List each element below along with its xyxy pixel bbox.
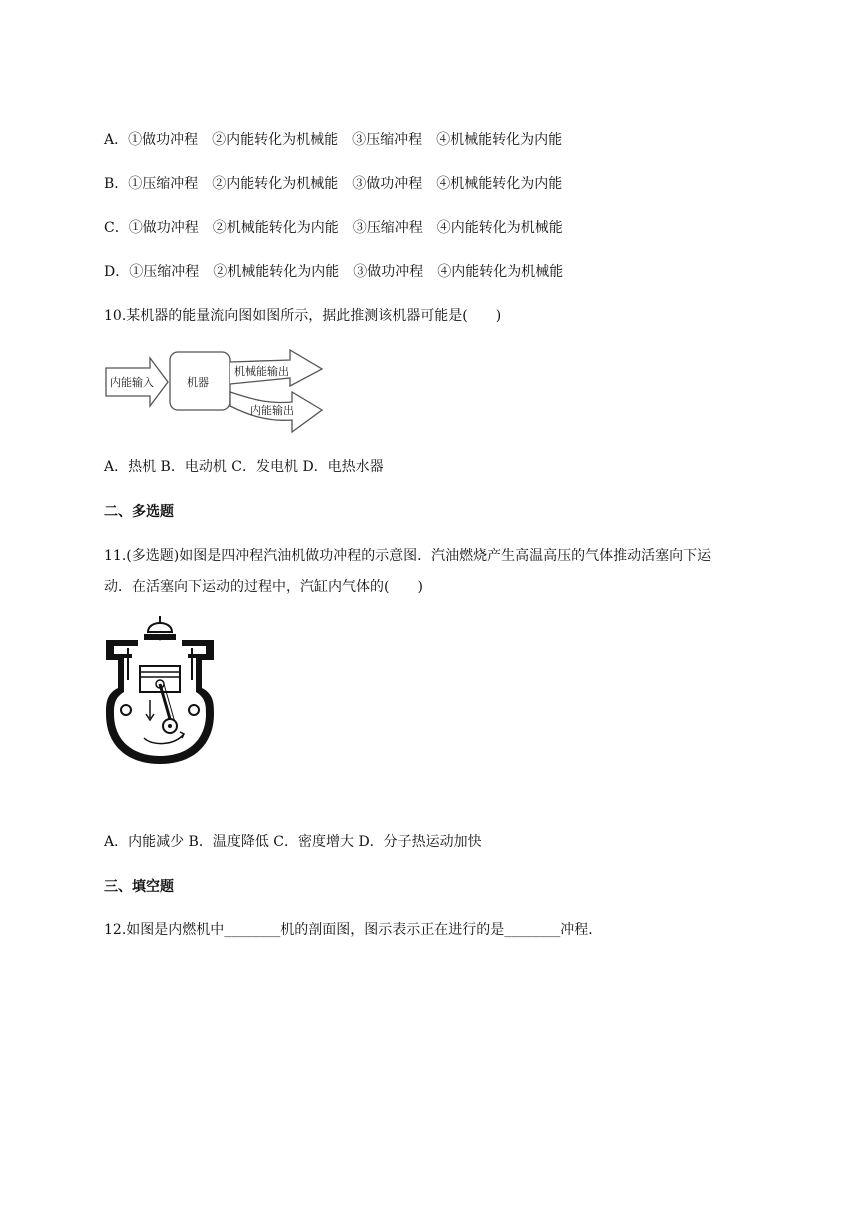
q9-option-c: C．①做功冲程 ②机械能转化为内能 ③压缩冲程 ④内能转化为机械能 [104,220,563,236]
section-heading-multiple-choice: 二、多选题 [104,504,174,520]
q11-stem-line1: 11.(多选题)如图是四冲程汽油机做功冲程的示意图．汽油燃烧产生高温高压的气体推动活塞向下运 [104,548,712,564]
output1-label: 机械能输出 [234,365,289,378]
q9-option-b: B．①压缩冲程 ②内能转化为机械能 ③做功冲程 ④机械能转化为内能 [104,176,563,192]
q10-stem: 10.某机器的能量流向图如图所示，据此推测该机器可能是( ) [104,308,502,324]
machine-label: 机器 [187,376,209,389]
q11-options: A．内能减少 B．温度降低 C．密度增大 D．分子热运动加快 [104,834,482,850]
spark-plug [148,623,172,632]
input-label: 内能输入 [110,376,154,389]
q9-option-d: D．①压缩冲程 ②机械能转化为内能 ③做功冲程 ④内能转化为机械能 [104,264,564,280]
q11-stem-line2: 动．在活塞向下运动的过程中，汽缸内气体的( ) [104,579,423,595]
engine-cross-section-figure [104,614,216,766]
output2-label: 内能输出 [250,404,294,417]
q12-stem: 12.如图是内燃机中________机的剖面图，图示表示正在进行的是________冲程． [104,922,603,938]
section-heading-fill-in: 三、填空题 [104,879,174,895]
q9-option-a: A．①做功冲程 ②内能转化为机械能 ③压缩冲程 ④机械能转化为内能 [104,132,563,148]
energy-flow-diagram [104,344,328,436]
q10-options: A．热机 B．电动机 C．发电机 D．电热水器 [104,459,384,475]
